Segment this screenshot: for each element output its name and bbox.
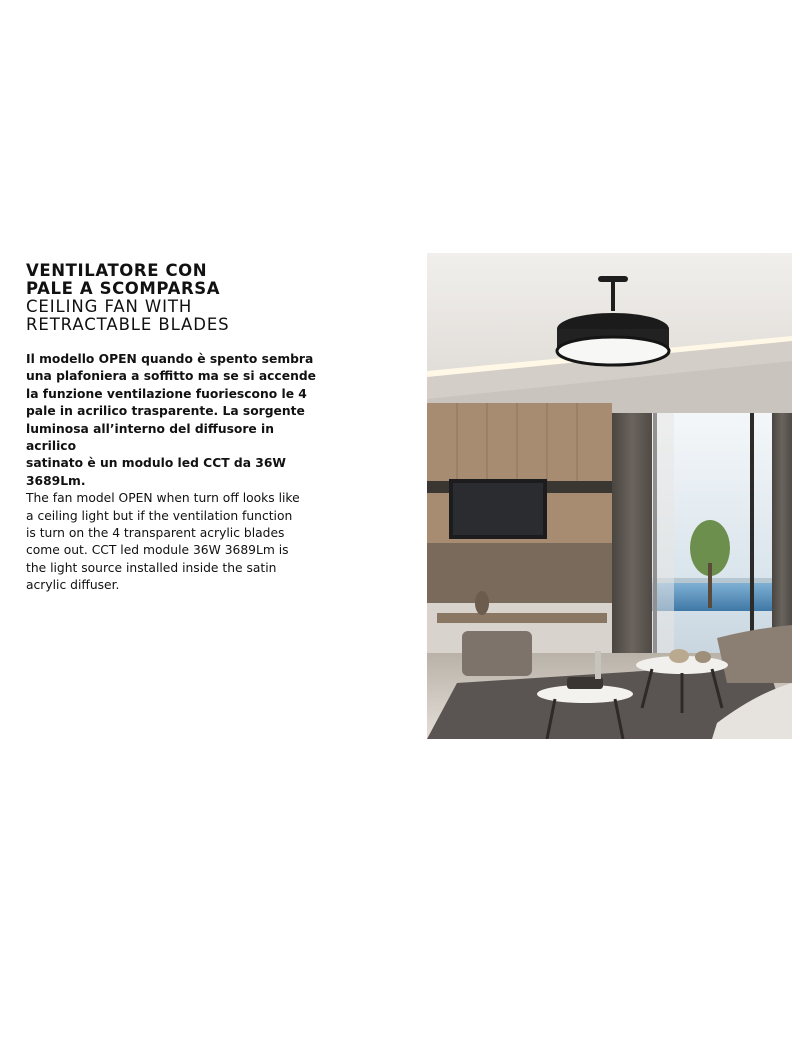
heading-english: CEILING FAN WITH RETRACTABLE BLADES [26, 297, 230, 334]
sheer-curtain [652, 413, 674, 663]
table-bowl [669, 649, 689, 663]
lower-wall [427, 543, 612, 603]
glass-vase [595, 651, 601, 679]
description-italian: Il modello OPEN quando è spento sembra una plafoniera a soffitto ma se si accende la funzione ventilazione fuoriescono le 4 pale in acrilico trasparente. La sorgente luminosa all’interno del diffusore in acrilico satinato è un modulo led CCT da 36W 3689Lm. [26, 352, 316, 488]
ottoman [462, 631, 532, 676]
curtain-left [612, 413, 652, 663]
description-english: The fan model OPEN when turn off looks like a ceiling light but if the ventilation function is turn on the 4 transparent acrylic blades come out. CCT led module 36W 3689Lm is the light source installed inside the satin acrylic diffuser. [26, 491, 300, 593]
fan-downrod [611, 281, 615, 311]
tv-screen [453, 483, 543, 535]
heading-italian: VENTILATORE CON PALE A SCOMPARSA [26, 261, 221, 298]
vase-decor [475, 591, 489, 615]
tree-trunk [708, 563, 712, 608]
tv-console [437, 613, 607, 623]
product-photo [427, 253, 792, 739]
living-room-illustration [427, 253, 792, 739]
table-vase [695, 651, 711, 663]
text-column [26, 262, 316, 595]
